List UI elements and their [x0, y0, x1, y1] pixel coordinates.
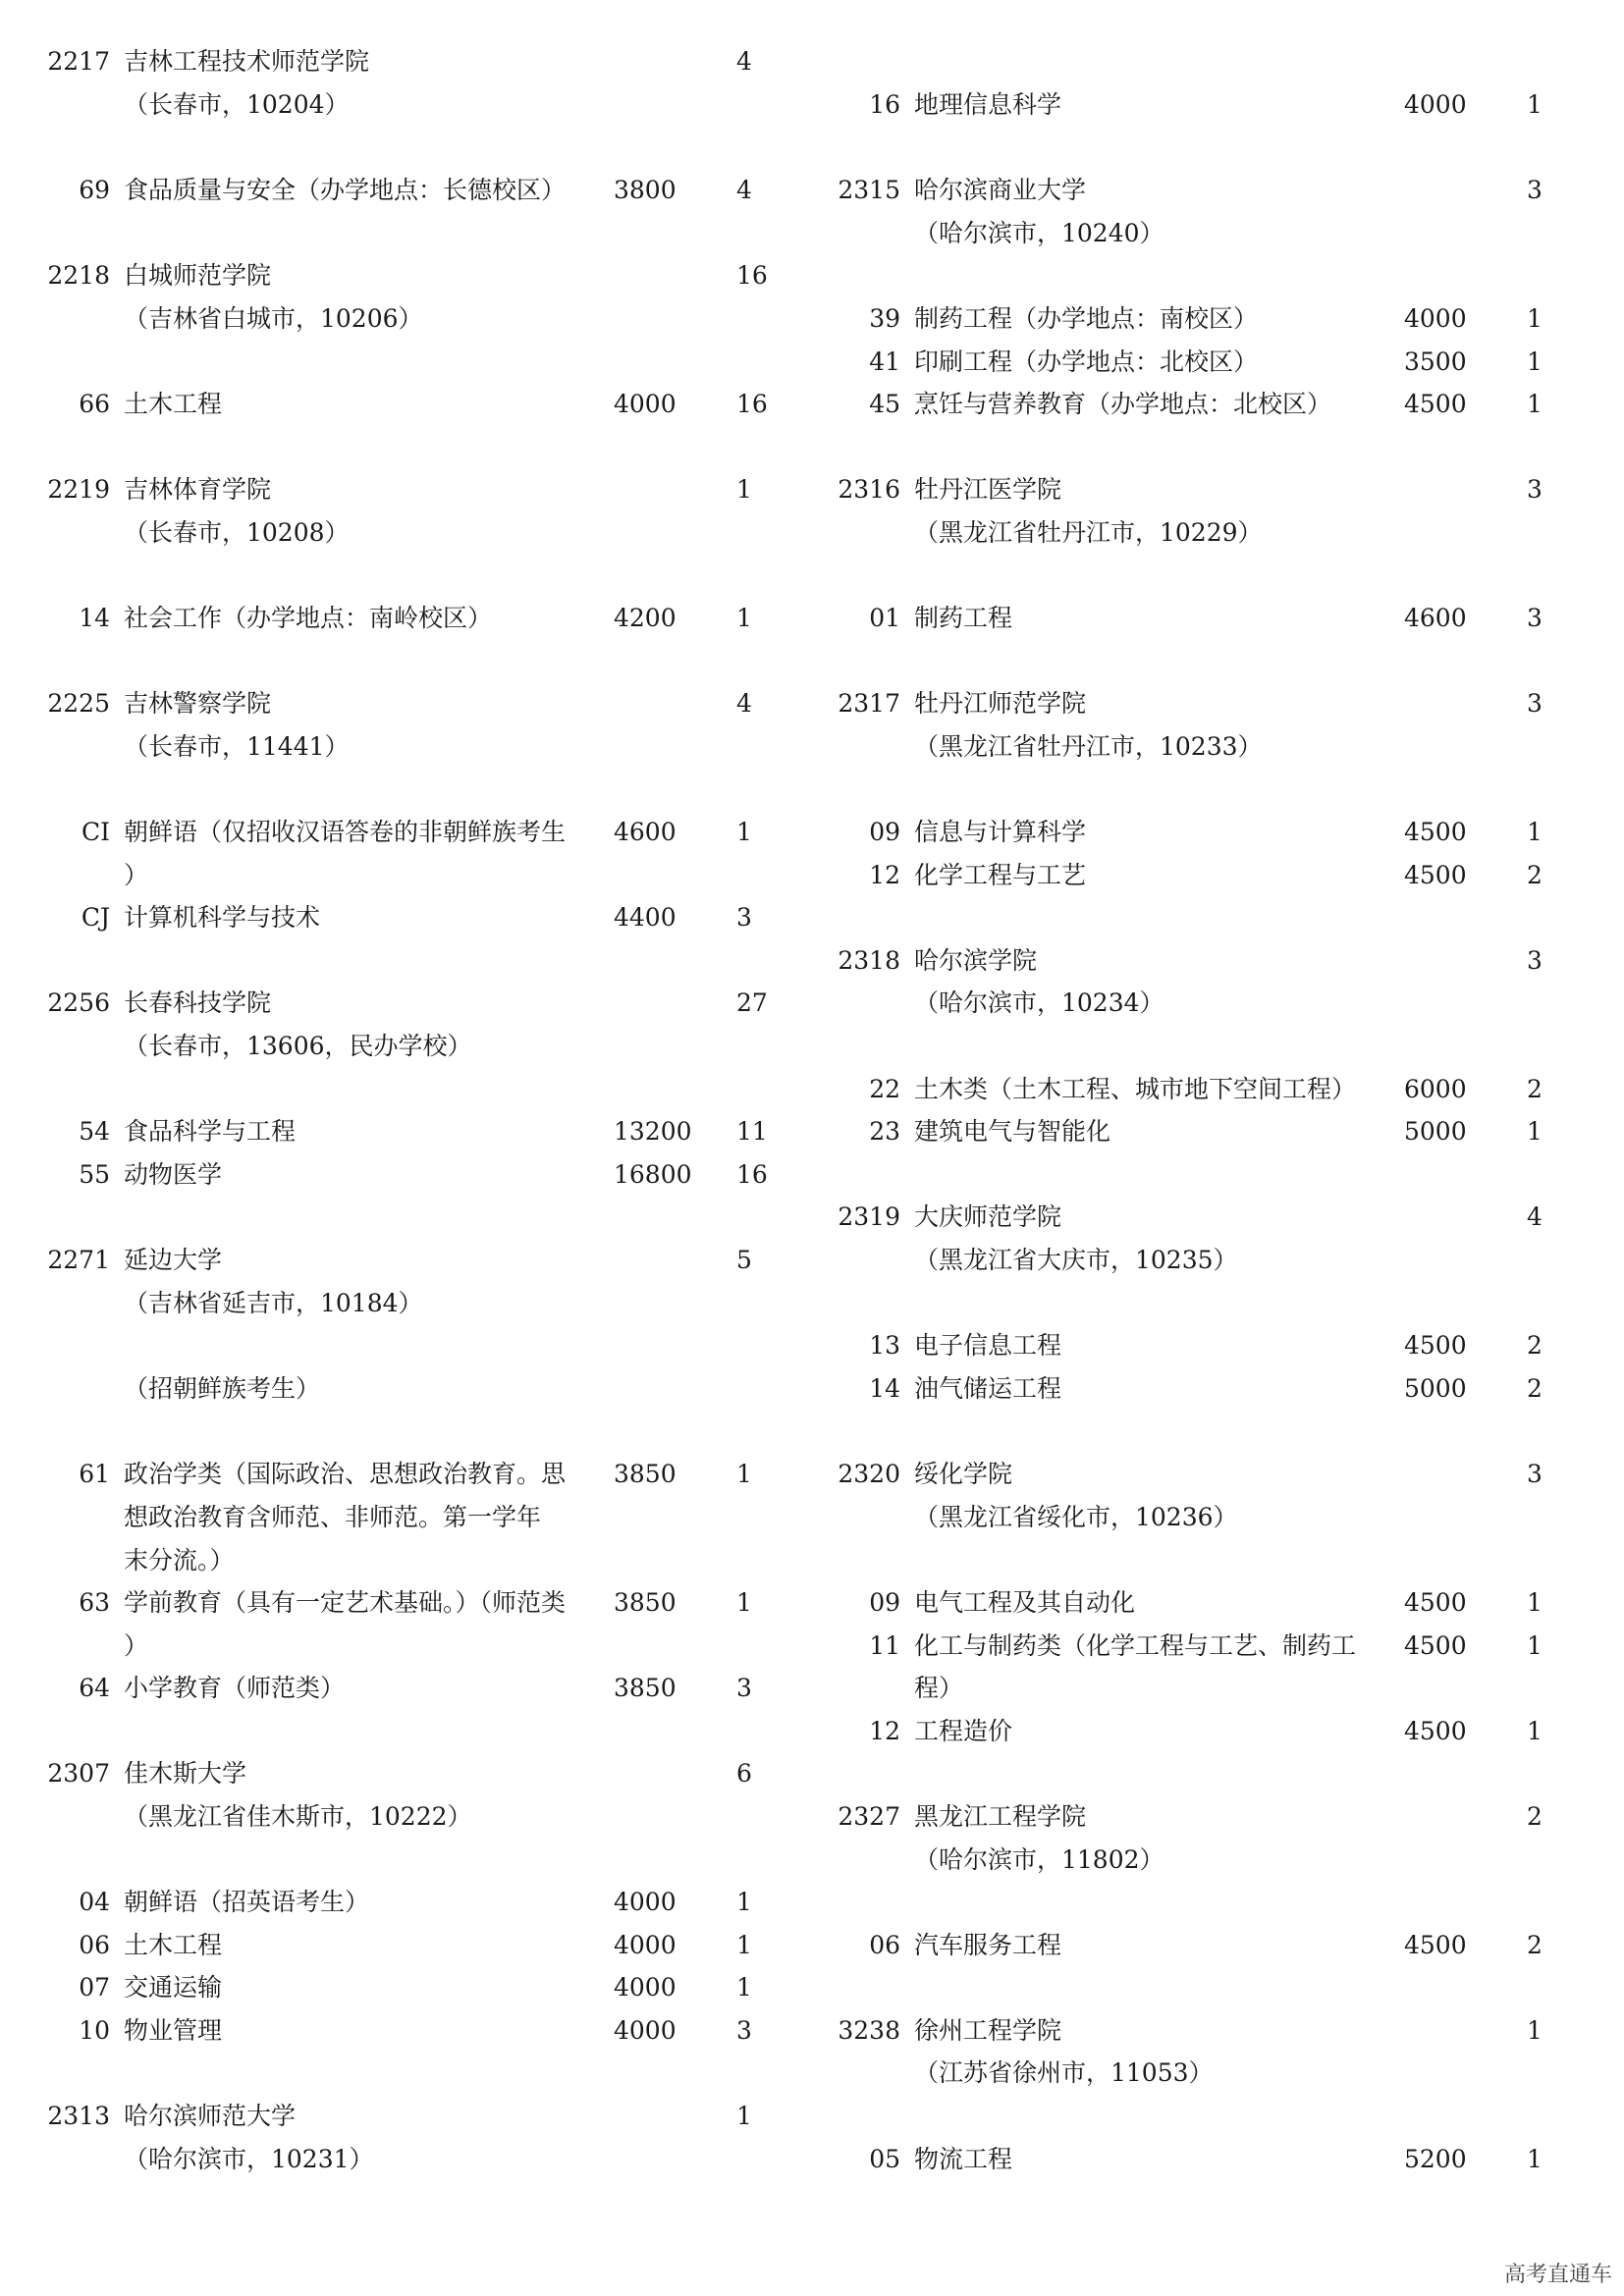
row-count: 3 [1527, 176, 1543, 204]
row-name: 朝鲜语（仅招收汉语答卷的非朝鲜族考生 [124, 818, 567, 846]
continuation-row [830, 1841, 1596, 1880]
row-name: 物业管理 [124, 2016, 223, 2045]
row-name: 哈尔滨商业大学 [914, 176, 1087, 204]
row-code: 69 [79, 176, 110, 204]
institution-row [39, 684, 805, 723]
continuation-row [39, 727, 805, 767]
row-fee: 4600 [1404, 604, 1467, 632]
institution-row [39, 2097, 805, 2136]
row-name: 汽车服务工程 [914, 1931, 1062, 1959]
row-code: 14 [79, 604, 110, 632]
row-name: 建筑电气与智能化 [914, 1117, 1111, 1146]
row-count: 2 [1527, 861, 1543, 889]
continuation-row [39, 1541, 805, 1580]
row-name: 印刷工程（办学地点：北校区） [914, 347, 1259, 376]
institution-row [830, 1797, 1596, 1837]
row-code: 2271 [47, 1246, 110, 1274]
row-code: 2219 [47, 475, 110, 504]
row-count: 1 [1527, 818, 1543, 846]
row-code: 07 [79, 1973, 110, 2002]
row-name: 吉林警察学院 [124, 689, 272, 718]
continuation-row [830, 984, 1596, 1023]
major-row [830, 2140, 1596, 2179]
row-fee: 5000 [1404, 1374, 1467, 1403]
continuation-row [830, 2054, 1596, 2093]
major-row [830, 1326, 1596, 1365]
row-fee: 4200 [614, 604, 677, 632]
row-code: 2327 [838, 1802, 900, 1831]
row-code: 13 [869, 1331, 900, 1360]
row-code: 2218 [47, 261, 110, 290]
row-name: 绥化学院 [914, 1460, 1013, 1488]
major-row [39, 1883, 805, 1922]
institution-row [830, 1198, 1596, 1237]
watermark: 高考直通车 [1503, 2263, 1612, 2287]
row-name: （黑龙江省牡丹江市，10229） [914, 518, 1263, 547]
row-name: 吉林工程技术师范学院 [124, 47, 370, 76]
row-name: 牡丹江医学院 [914, 475, 1062, 504]
row-name: 社会工作（办学地点：南岭校区） [124, 604, 493, 632]
row-name: 交通运输 [124, 1973, 223, 2002]
major-row [830, 343, 1596, 382]
row-count: 16 [736, 261, 768, 290]
row-name: 哈尔滨学院 [914, 946, 1038, 975]
row-name: （长春市，13606，民办学校） [124, 1032, 472, 1060]
row-fee: 3850 [614, 1674, 677, 1702]
continuation-row [39, 1027, 805, 1066]
major-row [39, 1968, 805, 2007]
row-fee: 4000 [1404, 304, 1467, 333]
row-name: （吉林省白城市，10206） [124, 304, 423, 333]
row-count: 3 [1527, 604, 1543, 632]
row-name: 黑龙江工程学院 [914, 1802, 1087, 1831]
row-code: 04 [79, 1888, 110, 1916]
row-count: 3 [1527, 946, 1543, 975]
continuation-row [39, 2140, 805, 2179]
major-row [830, 385, 1596, 424]
row-count: 1 [1527, 1588, 1543, 1617]
row-name: 牡丹江师范学院 [914, 689, 1087, 718]
row-code: 05 [869, 2145, 900, 2173]
row-code: 2319 [838, 1202, 900, 1231]
row-code: 16 [869, 90, 900, 119]
row-code: 06 [79, 1931, 110, 1959]
row-code: 66 [79, 390, 110, 418]
row-code: 45 [869, 390, 900, 418]
institution-row [39, 470, 805, 509]
row-count: 1 [1527, 1631, 1543, 1660]
row-fee: 3850 [614, 1460, 677, 1488]
row-name: 地理信息科学 [914, 90, 1062, 119]
row-code: CJ [81, 903, 110, 932]
major-row [39, 1926, 805, 1965]
continuation-row [39, 856, 805, 895]
row-name: ） [124, 1631, 149, 1660]
row-code: 12 [869, 1717, 900, 1745]
continuation-row [830, 214, 1596, 253]
continuation-row [39, 1498, 805, 1537]
major-row [39, 171, 805, 210]
row-count: 1 [1527, 2016, 1543, 2045]
row-count: 3 [736, 1674, 752, 1702]
row-name: 白城师范学院 [124, 261, 272, 290]
continuation-row [830, 1241, 1596, 1280]
row-code: 06 [869, 1931, 900, 1959]
row-name: （长春市，10204） [124, 90, 350, 119]
row-fee: 13200 [614, 1117, 692, 1146]
row-code: 2313 [47, 2102, 110, 2130]
row-code: 41 [869, 347, 900, 376]
row-code: 2225 [47, 689, 110, 718]
row-fee: 5000 [1404, 1117, 1467, 1146]
row-fee: 4500 [1404, 1631, 1467, 1660]
row-name: 土木工程 [124, 1931, 223, 1959]
row-count: 1 [736, 475, 752, 504]
row-count: 11 [736, 1117, 768, 1146]
major-row [830, 1627, 1596, 1666]
row-count: 3 [1527, 1460, 1543, 1488]
row-fee: 4400 [614, 903, 677, 932]
major-row [39, 385, 805, 424]
row-fee: 4500 [1404, 861, 1467, 889]
row-name: 食品科学与工程 [124, 1117, 297, 1146]
row-name: （江苏省徐州市，11053） [914, 2058, 1214, 2087]
row-name: 政治学类（国际政治、思想政治教育。思 [124, 1460, 567, 1488]
row-count: 1 [736, 2102, 752, 2130]
row-name: 食品质量与安全（办学地点：长德校区） [124, 176, 567, 204]
major-row [830, 856, 1596, 895]
row-count: 16 [736, 1160, 768, 1189]
row-fee: 3800 [614, 176, 677, 204]
row-code: 2307 [47, 1759, 110, 1788]
row-name: 徐州工程学院 [914, 2016, 1062, 2045]
row-name: 制药工程（办学地点：南校区） [914, 304, 1259, 333]
continuation-row [830, 727, 1596, 767]
row-name: 化工与制药类（化学工程与工艺、制药工 [914, 1631, 1357, 1660]
major-row [39, 1155, 805, 1195]
row-count: 1 [736, 1888, 752, 1916]
institution-row [39, 42, 805, 81]
major-row [830, 599, 1596, 638]
major-row [39, 1112, 805, 1151]
major-row [830, 1926, 1596, 1965]
row-count: 1 [736, 1931, 752, 1959]
row-name: 小学教育（师范类） [124, 1674, 346, 1702]
row-name: （黑龙江省大庆市，10235） [914, 1246, 1238, 1274]
row-fee: 4500 [1404, 1931, 1467, 1959]
institution-row [830, 1455, 1596, 1494]
row-name: （哈尔滨市，10240） [914, 219, 1164, 247]
row-code: 2315 [838, 176, 900, 204]
row-name: 物流工程 [914, 2145, 1013, 2173]
row-count: 5 [736, 1246, 752, 1274]
row-name: 学前教育（具有一定艺术基础。）（师范类 [124, 1588, 567, 1617]
institution-row [39, 984, 805, 1023]
row-name: 电气工程及其自动化 [914, 1588, 1136, 1617]
row-name: （哈尔滨市，10231） [124, 2145, 374, 2173]
row-code: 3238 [838, 2016, 900, 2045]
row-count: 3 [1527, 689, 1543, 718]
row-fee: 4500 [1404, 1717, 1467, 1745]
row-count: 2 [1527, 1374, 1543, 1403]
major-row [830, 1583, 1596, 1623]
row-name: 制药工程 [914, 604, 1013, 632]
row-count: 16 [736, 390, 768, 418]
row-code: 39 [869, 304, 900, 333]
row-name: （哈尔滨市，10234） [914, 988, 1164, 1017]
row-name: （吉林省延吉市，10184） [124, 1289, 423, 1317]
major-row [830, 1112, 1596, 1151]
row-name: 土木类（土木工程、城市地下空间工程） [914, 1075, 1357, 1103]
row-count: 2 [1527, 1802, 1543, 1831]
row-fee: 3500 [1404, 347, 1467, 376]
row-fee: 16800 [614, 1160, 692, 1189]
major-row [830, 1070, 1596, 1109]
row-count: 27 [736, 988, 768, 1017]
institution-row [830, 470, 1596, 509]
row-code: CI [81, 818, 110, 846]
row-fee: 4000 [614, 2016, 677, 2045]
row-count: 2 [1527, 1931, 1543, 1959]
major-row [39, 813, 805, 852]
row-name: （黑龙江省绥化市，10236） [914, 1503, 1238, 1531]
row-code: 22 [869, 1075, 900, 1103]
row-fee: 4000 [1404, 90, 1467, 119]
row-count: 1 [736, 1460, 752, 1488]
major-row [830, 85, 1596, 125]
continuation-row [830, 1669, 1596, 1708]
major-row [39, 1455, 805, 1494]
row-fee: 4000 [614, 1931, 677, 1959]
row-name: （黑龙江省牡丹江市，10233） [914, 732, 1263, 761]
row-code: 63 [79, 1588, 110, 1617]
row-name: 烹饪与营养教育（办学地点：北校区） [914, 390, 1332, 418]
institution-row [830, 684, 1596, 723]
row-code: 64 [79, 1674, 110, 1702]
right-column [830, 0, 1596, 2296]
row-count: 3 [1527, 475, 1543, 504]
left-column [39, 0, 805, 2296]
row-count: 1 [1527, 2145, 1543, 2173]
institution-row [39, 1241, 805, 1280]
row-code: 23 [869, 1117, 900, 1146]
row-fee: 4500 [1404, 1331, 1467, 1360]
major-row [830, 1369, 1596, 1409]
row-fee: 3850 [614, 1588, 677, 1617]
row-name: 延边大学 [124, 1246, 223, 1274]
continuation-row [39, 1627, 805, 1666]
row-name: 动物医学 [124, 1160, 223, 1189]
row-name: 电子信息工程 [914, 1331, 1062, 1360]
continuation-row [39, 299, 805, 339]
row-fee: 4500 [1404, 1588, 1467, 1617]
row-name: 大庆师范学院 [914, 1202, 1062, 1231]
row-count: 1 [736, 818, 752, 846]
row-code: 55 [79, 1160, 110, 1189]
row-name: 油气储运工程 [914, 1374, 1062, 1403]
row-name: （黑龙江省佳木斯市，10222） [124, 1802, 472, 1831]
row-count: 1 [1527, 390, 1543, 418]
row-code: 01 [869, 604, 900, 632]
continuation-row [39, 1284, 805, 1323]
row-count: 1 [1527, 1117, 1543, 1146]
row-count: 2 [1527, 1331, 1543, 1360]
row-code: 2256 [47, 988, 110, 1017]
row-name: 哈尔滨师范大学 [124, 2102, 297, 2130]
row-name: 信息与计算科学 [914, 818, 1087, 846]
row-fee: 5200 [1404, 2145, 1467, 2173]
row-count: 3 [736, 903, 752, 932]
row-name: 土木工程 [124, 390, 223, 418]
row-name: ） [124, 861, 149, 889]
institution-row [830, 171, 1596, 210]
row-count: 3 [736, 2016, 752, 2045]
institution-row [39, 1754, 805, 1793]
row-name: 程） [914, 1674, 964, 1702]
row-fee: 6000 [1404, 1075, 1467, 1103]
row-name: （长春市，11441） [124, 732, 350, 761]
row-code: 2320 [838, 1460, 900, 1488]
row-name: 工程造价 [914, 1717, 1013, 1745]
continuation-row [39, 513, 805, 553]
row-count: 4 [736, 47, 752, 76]
major-row [830, 1712, 1596, 1751]
continuation-row [39, 1369, 805, 1409]
continuation-row [830, 513, 1596, 553]
row-code: 14 [869, 1374, 900, 1403]
row-count: 1 [1527, 304, 1543, 333]
continuation-row [39, 85, 805, 125]
row-name: （长春市，10208） [124, 518, 350, 547]
row-count: 1 [1527, 1717, 1543, 1745]
row-count: 1 [1527, 90, 1543, 119]
row-count: 4 [736, 689, 752, 718]
row-code: 2318 [838, 946, 900, 975]
major-row [39, 898, 805, 937]
major-row [830, 813, 1596, 852]
institution-row [39, 256, 805, 295]
row-fee: 4000 [614, 1888, 677, 1916]
major-row [830, 299, 1596, 339]
row-fee: 4500 [1404, 390, 1467, 418]
row-name: 吉林体育学院 [124, 475, 272, 504]
row-code: 2217 [47, 47, 110, 76]
row-name: 长春科技学院 [124, 988, 272, 1017]
major-row [39, 1669, 805, 1708]
row-count: 1 [1527, 347, 1543, 376]
row-code: 12 [869, 861, 900, 889]
row-fee: 4500 [1404, 818, 1467, 846]
institution-row [830, 2011, 1596, 2051]
row-code: 10 [79, 2016, 110, 2045]
row-code: 2316 [838, 475, 900, 504]
institution-row [830, 941, 1596, 981]
row-count: 1 [736, 1973, 752, 2002]
row-code: 61 [79, 1460, 110, 1488]
row-fee: 4000 [614, 1973, 677, 2002]
major-row [39, 599, 805, 638]
row-code: 11 [869, 1631, 900, 1660]
row-name: （招朝鲜族考生） [124, 1374, 321, 1403]
continuation-row [830, 1498, 1596, 1537]
major-row [39, 1583, 805, 1623]
row-name: 化学工程与工艺 [914, 861, 1087, 889]
row-count: 4 [1527, 1202, 1543, 1231]
row-count: 1 [736, 1588, 752, 1617]
continuation-row [39, 1797, 805, 1837]
row-code: 2317 [838, 689, 900, 718]
row-fee: 4600 [614, 818, 677, 846]
row-code: 54 [79, 1117, 110, 1146]
row-count: 2 [1527, 1075, 1543, 1103]
row-name: 计算机科学与技术 [124, 903, 321, 932]
row-count: 1 [736, 604, 752, 632]
row-count: 6 [736, 1759, 752, 1788]
row-name: 末分流。） [124, 1546, 235, 1575]
row-code: 09 [869, 1588, 900, 1617]
row-name: 想政治教育含师范、非师范。第一学年 [124, 1503, 542, 1531]
row-code: 09 [869, 818, 900, 846]
row-count: 4 [736, 176, 752, 204]
row-name: （哈尔滨市，11802） [914, 1845, 1164, 1874]
row-fee: 4000 [614, 390, 677, 418]
row-name: 佳木斯大学 [124, 1759, 247, 1788]
row-name: 朝鲜语（招英语考生） [124, 1888, 370, 1916]
major-row [39, 2011, 805, 2051]
